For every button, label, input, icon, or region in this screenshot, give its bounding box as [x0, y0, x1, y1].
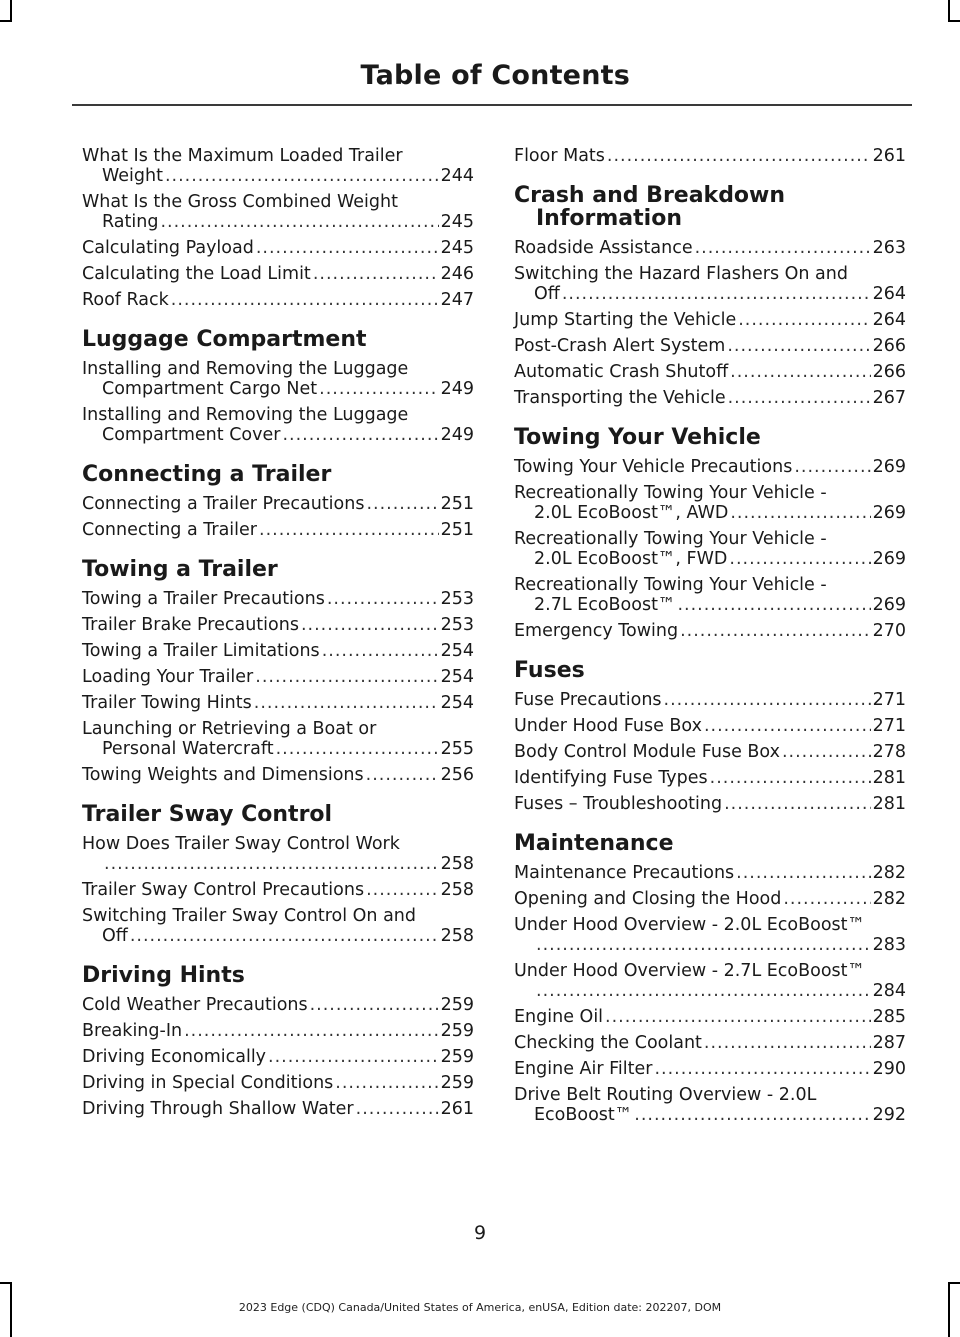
dot-leader — [738, 310, 870, 330]
section-heading — [514, 184, 906, 230]
dot-leader — [607, 146, 871, 166]
toc-entry-page-number: 246 — [440, 264, 474, 284]
toc-entry-page-number: 259 — [440, 995, 474, 1015]
toc-entry-page-number: 278 — [872, 742, 906, 762]
toc-entry-title-line: What Is the Maximum Loaded Trailer — [82, 146, 403, 166]
toc-entry-page-number: 282 — [872, 889, 906, 909]
toc-entry-title: Cold Weather Precautions — [82, 995, 308, 1015]
toc-entry-page-number: 256 — [440, 765, 474, 785]
toc-entry[interactable] — [82, 264, 474, 284]
section-heading — [514, 426, 906, 449]
toc-entry[interactable] — [514, 1033, 906, 1053]
toc-entry[interactable] — [514, 768, 906, 788]
toc-entry-page-number: 249 — [440, 425, 474, 445]
section-heading — [82, 328, 474, 351]
section-heading — [514, 659, 906, 682]
toc-entry-title: Maintenance Precautions — [514, 863, 735, 883]
toc-entry-page-number: 254 — [440, 641, 474, 661]
toc-entry[interactable] — [82, 765, 474, 785]
toc-entry-page-number: 269 — [872, 549, 906, 569]
toc-entry[interactable] — [82, 667, 474, 687]
toc-entry-title: Towing Weights and Dimensions — [82, 765, 364, 785]
toc-entry-title: Off — [534, 284, 560, 304]
toc-entry[interactable] — [514, 264, 906, 304]
dot-leader — [680, 621, 871, 641]
dot-leader — [728, 388, 871, 408]
toc-entry-page-number: 269 — [872, 595, 906, 615]
toc-entry[interactable] — [514, 575, 906, 615]
crop-mark-top-left-vertical — [10, 0, 12, 22]
toc-entry[interactable] — [514, 146, 906, 166]
dot-leader — [664, 690, 871, 710]
dot-leader — [366, 494, 438, 514]
toc-entry-title-line: Under Hood Overview - 2.7L EcoBoost™ — [514, 961, 866, 981]
toc-entry-title: Identifying Fuse Types — [514, 768, 708, 788]
toc-entry-page-number: 285 — [872, 1007, 906, 1027]
toc-entry-page-number: 284 — [872, 981, 906, 1001]
toc-entry-title: Automatic Crash Shutoff — [514, 362, 729, 382]
dot-leader — [710, 768, 871, 788]
toc-entry[interactable] — [82, 290, 474, 310]
toc-entry[interactable] — [514, 915, 906, 955]
footer-edition-info: 2023 Edge (CDQ) Canada/United States of America, enUSA, Edition date: 202207, DOM — [238, 1301, 722, 1314]
page-title: Table of Contents — [360, 60, 630, 91]
toc-entry-title: Breaking-In — [82, 1021, 183, 1041]
toc-entry[interactable] — [82, 238, 474, 258]
toc-entry-title: Under Hood Fuse Box — [514, 716, 702, 736]
toc-entry[interactable] — [82, 834, 474, 874]
toc-entry-title: Trailer Towing Hints — [82, 693, 252, 713]
toc-entry-title: Fuse Precautions — [514, 690, 662, 710]
dot-leader — [605, 1007, 871, 1027]
toc-entry[interactable] — [514, 1007, 906, 1027]
toc-entry[interactable] — [82, 520, 474, 540]
toc-entry-title-line: Installing and Removing the Luggage — [82, 359, 409, 379]
toc-entry-title: EcoBoost™ — [534, 1105, 633, 1125]
toc-entry-page-number: 254 — [440, 693, 474, 713]
toc-entry-page-number: 244 — [440, 166, 474, 186]
dot-leader — [562, 284, 871, 304]
dot-leader — [276, 739, 439, 759]
toc-entry-page-number: 269 — [872, 457, 906, 477]
toc-entry[interactable] — [82, 906, 474, 946]
toc-entry-page-number: 281 — [872, 768, 906, 788]
toc-entry-page-number: 251 — [440, 494, 474, 514]
toc-entry-title-line: Drive Belt Routing Overview - 2.0L — [514, 1085, 817, 1105]
dot-leader — [301, 615, 439, 635]
toc-entry-title-line: How Does Trailer Sway Control Work — [82, 834, 400, 854]
dot-leader — [366, 765, 439, 785]
section-heading-text: Crash and Breakdown — [514, 183, 786, 208]
dot-leader — [536, 981, 871, 1001]
toc-right-column — [514, 146, 906, 1131]
section-heading — [514, 832, 906, 855]
dot-leader — [255, 667, 438, 687]
toc-entry[interactable] — [514, 388, 906, 408]
toc-entry-page-number: 253 — [440, 615, 474, 635]
dot-leader — [268, 1047, 439, 1067]
section-heading — [82, 463, 474, 486]
toc-entry-title: Compartment Cover — [102, 425, 281, 445]
toc-entry-title-line: Recreationally Towing Your Vehicle - — [514, 483, 827, 503]
toc-entry-page-number: 259 — [440, 1073, 474, 1093]
dot-leader — [783, 889, 870, 909]
toc-entry-title: Driving Economically — [82, 1047, 267, 1067]
toc-entry-title-line: Recreationally Towing Your Vehicle - — [514, 529, 827, 549]
section-heading-text: Connecting a Trailer — [82, 462, 332, 487]
toc-entry-title: Connecting a Trailer Precautions — [82, 494, 365, 514]
toc-entry-title: Connecting a Trailer — [82, 520, 257, 540]
toc-entry[interactable] — [82, 693, 474, 713]
dot-leader — [171, 290, 439, 310]
section-heading-text: Towing a Trailer — [82, 557, 278, 582]
toc-entry-page-number: 281 — [872, 794, 906, 814]
toc-entry-page-number: 258 — [440, 880, 474, 900]
section-heading-text: Driving Hints — [82, 963, 245, 988]
toc-entry-title: Towing a Trailer Limitations — [82, 641, 320, 661]
toc-entry-page-number: 254 — [440, 667, 474, 687]
toc-entry-title: Engine Air Filter — [514, 1059, 653, 1079]
toc-entry-title: Fuses – Troubleshooting — [514, 794, 723, 814]
toc-entry-title: Weight — [102, 166, 163, 186]
toc-entry-title: Driving in Special Conditions — [82, 1073, 334, 1093]
toc-entry-title-line: Switching the Hazard Flashers On and — [514, 264, 848, 284]
toc-entry-title: Towing a Trailer Precautions — [82, 589, 325, 609]
toc-entry[interactable] — [514, 961, 906, 1001]
toc-entry-title: Towing Your Vehicle Precautions — [514, 457, 793, 477]
toc-entry[interactable] — [82, 1099, 474, 1119]
dot-leader — [727, 336, 870, 356]
dot-leader — [356, 1099, 439, 1119]
toc-entry-page-number: 266 — [872, 362, 906, 382]
dot-leader — [254, 693, 439, 713]
toc-entry-page-number: 287 — [872, 1033, 906, 1053]
toc-entry-page-number: 270 — [872, 621, 906, 641]
toc-entry-page-number: 261 — [872, 146, 906, 166]
toc-entry-page-number: 292 — [872, 1105, 906, 1125]
toc-entry[interactable] — [82, 880, 474, 900]
toc-entry-page-number: 264 — [872, 284, 906, 304]
toc-entry-page-number: 245 — [440, 212, 474, 232]
toc-entry-title: Checking the Coolant — [514, 1033, 702, 1053]
toc-entry[interactable] — [82, 146, 474, 186]
toc-entry-page-number: 258 — [440, 854, 474, 874]
toc-entry-title: Calculating Payload — [82, 238, 254, 258]
dot-leader — [130, 926, 439, 946]
toc-entry-title: Transporting the Vehicle — [514, 388, 726, 408]
toc-entry[interactable] — [82, 589, 474, 609]
dot-leader — [654, 1059, 870, 1079]
toc-entry[interactable] — [82, 641, 474, 661]
toc-entry-page-number: 251 — [440, 520, 474, 540]
toc-entry-page-number: 253 — [440, 589, 474, 609]
crop-mark-top-right-vertical — [948, 0, 950, 22]
toc-entry-page-number: 266 — [872, 336, 906, 356]
toc-entry-title: Trailer Sway Control Precautions — [82, 880, 365, 900]
toc-entry-page-number: 245 — [440, 238, 474, 258]
toc-entry-page-number: 249 — [440, 379, 474, 399]
dot-leader — [366, 880, 439, 900]
crop-mark-bottom-right-horizontal — [948, 1282, 960, 1284]
crop-mark-top-right-horizontal — [948, 20, 960, 22]
dot-leader — [677, 595, 870, 615]
toc-entry-title: Calculating the Load Limit — [82, 264, 311, 284]
page-number: 9 — [473, 1222, 487, 1244]
crop-mark-bottom-left-horizontal — [0, 1282, 12, 1284]
toc-entry-page-number: 264 — [872, 310, 906, 330]
toc-entry-title: Post-Crash Alert System — [514, 336, 726, 356]
dot-leader — [104, 854, 439, 874]
toc-entry-title: Body Control Module Fuse Box — [514, 742, 780, 762]
dot-leader — [794, 457, 870, 477]
dot-leader — [259, 520, 439, 540]
toc-entry[interactable] — [82, 1073, 474, 1093]
section-heading-text-continued: Information — [536, 206, 682, 231]
toc-entry[interactable] — [514, 310, 906, 330]
toc-entry[interactable] — [82, 995, 474, 1015]
toc-entry[interactable] — [514, 1059, 906, 1079]
toc-entry-page-number: 282 — [872, 863, 906, 883]
toc-entry-page-number: 263 — [872, 238, 906, 258]
section-heading-text: Fuses — [514, 658, 585, 683]
dot-leader — [730, 503, 870, 523]
toc-entry[interactable] — [82, 719, 474, 759]
toc-entry[interactable] — [514, 863, 906, 883]
crop-mark-top-left-horizontal — [0, 20, 12, 22]
toc-entry-page-number: 259 — [440, 1021, 474, 1041]
dot-leader — [160, 212, 438, 232]
toc-entry-title: Personal Watercraft — [102, 739, 274, 759]
toc-entry-title: Loading Your Trailer — [82, 667, 254, 687]
toc-entry[interactable] — [82, 359, 474, 399]
toc-entry-page-number: 269 — [872, 503, 906, 523]
dot-leader — [335, 1073, 438, 1093]
dot-leader — [729, 549, 870, 569]
toc-entry-page-number: 255 — [440, 739, 474, 759]
toc-entry-title: Opening and Closing the Hood — [514, 889, 782, 909]
toc-entry[interactable] — [82, 192, 474, 232]
toc-entry-title: Trailer Brake Precautions — [82, 615, 299, 635]
section-heading-text: Maintenance — [514, 831, 674, 856]
toc-entry[interactable] — [514, 362, 906, 382]
dot-leader — [313, 264, 439, 284]
dot-leader — [704, 1033, 871, 1053]
toc-entry-title: Engine Oil — [514, 1007, 604, 1027]
dot-leader — [310, 995, 439, 1015]
toc-entry[interactable] — [514, 336, 906, 356]
dot-leader — [695, 238, 871, 258]
dot-leader — [319, 379, 438, 399]
section-heading — [82, 558, 474, 581]
dot-leader — [165, 166, 439, 186]
toc-entry[interactable] — [514, 621, 906, 641]
dot-leader — [736, 863, 870, 883]
toc-entry[interactable] — [82, 1047, 474, 1067]
toc-entry-page-number: 259 — [440, 1047, 474, 1067]
toc-entry-title: 2.7L EcoBoost™ — [534, 595, 676, 615]
toc-entry-title: Emergency Towing — [514, 621, 679, 641]
toc-entry-title: Jump Starting the Vehicle — [514, 310, 737, 330]
toc-entry[interactable] — [82, 615, 474, 635]
toc-entry[interactable] — [514, 483, 906, 523]
toc-entry-title: Floor Mats — [514, 146, 605, 166]
toc-entry-title-line: Launching or Retrieving a Boat or — [82, 719, 377, 739]
toc-entry-page-number: 267 — [872, 388, 906, 408]
toc-entry-title: Roof Rack — [82, 290, 169, 310]
dot-leader — [634, 1105, 870, 1125]
dot-leader — [730, 362, 870, 382]
toc-entry[interactable] — [514, 238, 906, 258]
toc-entry[interactable] — [82, 494, 474, 514]
toc-entry-page-number: 261 — [440, 1099, 474, 1119]
section-heading-text: Towing Your Vehicle — [514, 425, 761, 450]
dot-leader — [327, 589, 439, 609]
toc-entry-title-line: Switching Trailer Sway Control On and — [82, 906, 417, 926]
toc-entry-page-number: 247 — [440, 290, 474, 310]
toc-entry[interactable] — [514, 742, 906, 762]
toc-entry-page-number: 290 — [872, 1059, 906, 1079]
toc-entry-title: Rating — [102, 212, 159, 232]
toc-entry[interactable] — [514, 529, 906, 569]
toc-entry[interactable] — [514, 889, 906, 909]
toc-entry-title: Compartment Cargo Net — [102, 379, 318, 399]
toc-entry-title: Driving Through Shallow Water — [82, 1099, 354, 1119]
toc-entry-title: Off — [102, 926, 128, 946]
toc-left-column — [82, 146, 474, 1125]
dot-leader — [782, 742, 871, 762]
dot-leader — [322, 641, 439, 661]
toc-entry[interactable] — [514, 457, 906, 477]
header-rule — [72, 104, 912, 106]
toc-entry-title: 2.0L EcoBoost™, AWD — [534, 503, 729, 523]
dot-leader — [282, 425, 438, 445]
dot-leader — [536, 935, 871, 955]
dot-leader — [256, 238, 439, 258]
section-heading-text: Trailer Sway Control — [82, 802, 333, 827]
toc-entry-title: Roadside Assistance — [514, 238, 693, 258]
toc-entry-page-number: 271 — [872, 690, 906, 710]
toc-entry-page-number: 258 — [440, 926, 474, 946]
toc-entry-title-line: What Is the Gross Combined Weight — [82, 192, 398, 212]
toc-entry-title-line: Installing and Removing the Luggage — [82, 405, 409, 425]
section-heading-text: Luggage Compartment — [82, 327, 367, 352]
section-heading — [82, 803, 474, 826]
dot-leader — [704, 716, 871, 736]
toc-entry-page-number: 271 — [872, 716, 906, 736]
toc-entry[interactable] — [514, 794, 906, 814]
toc-entry[interactable] — [514, 716, 906, 736]
dot-leader — [724, 794, 871, 814]
dot-leader — [184, 1021, 439, 1041]
toc-entry-title-line: Under Hood Overview - 2.0L EcoBoost™ — [514, 915, 866, 935]
toc-entry-title-line: Recreationally Towing Your Vehicle - — [514, 575, 827, 595]
toc-entry[interactable] — [82, 405, 474, 445]
section-heading — [82, 964, 474, 987]
toc-entry-title: 2.0L EcoBoost™, FWD — [534, 549, 728, 569]
toc-entry[interactable] — [514, 690, 906, 710]
toc-entry[interactable] — [514, 1085, 906, 1125]
toc-entry[interactable] — [82, 1021, 474, 1041]
toc-entry-page-number: 283 — [872, 935, 906, 955]
